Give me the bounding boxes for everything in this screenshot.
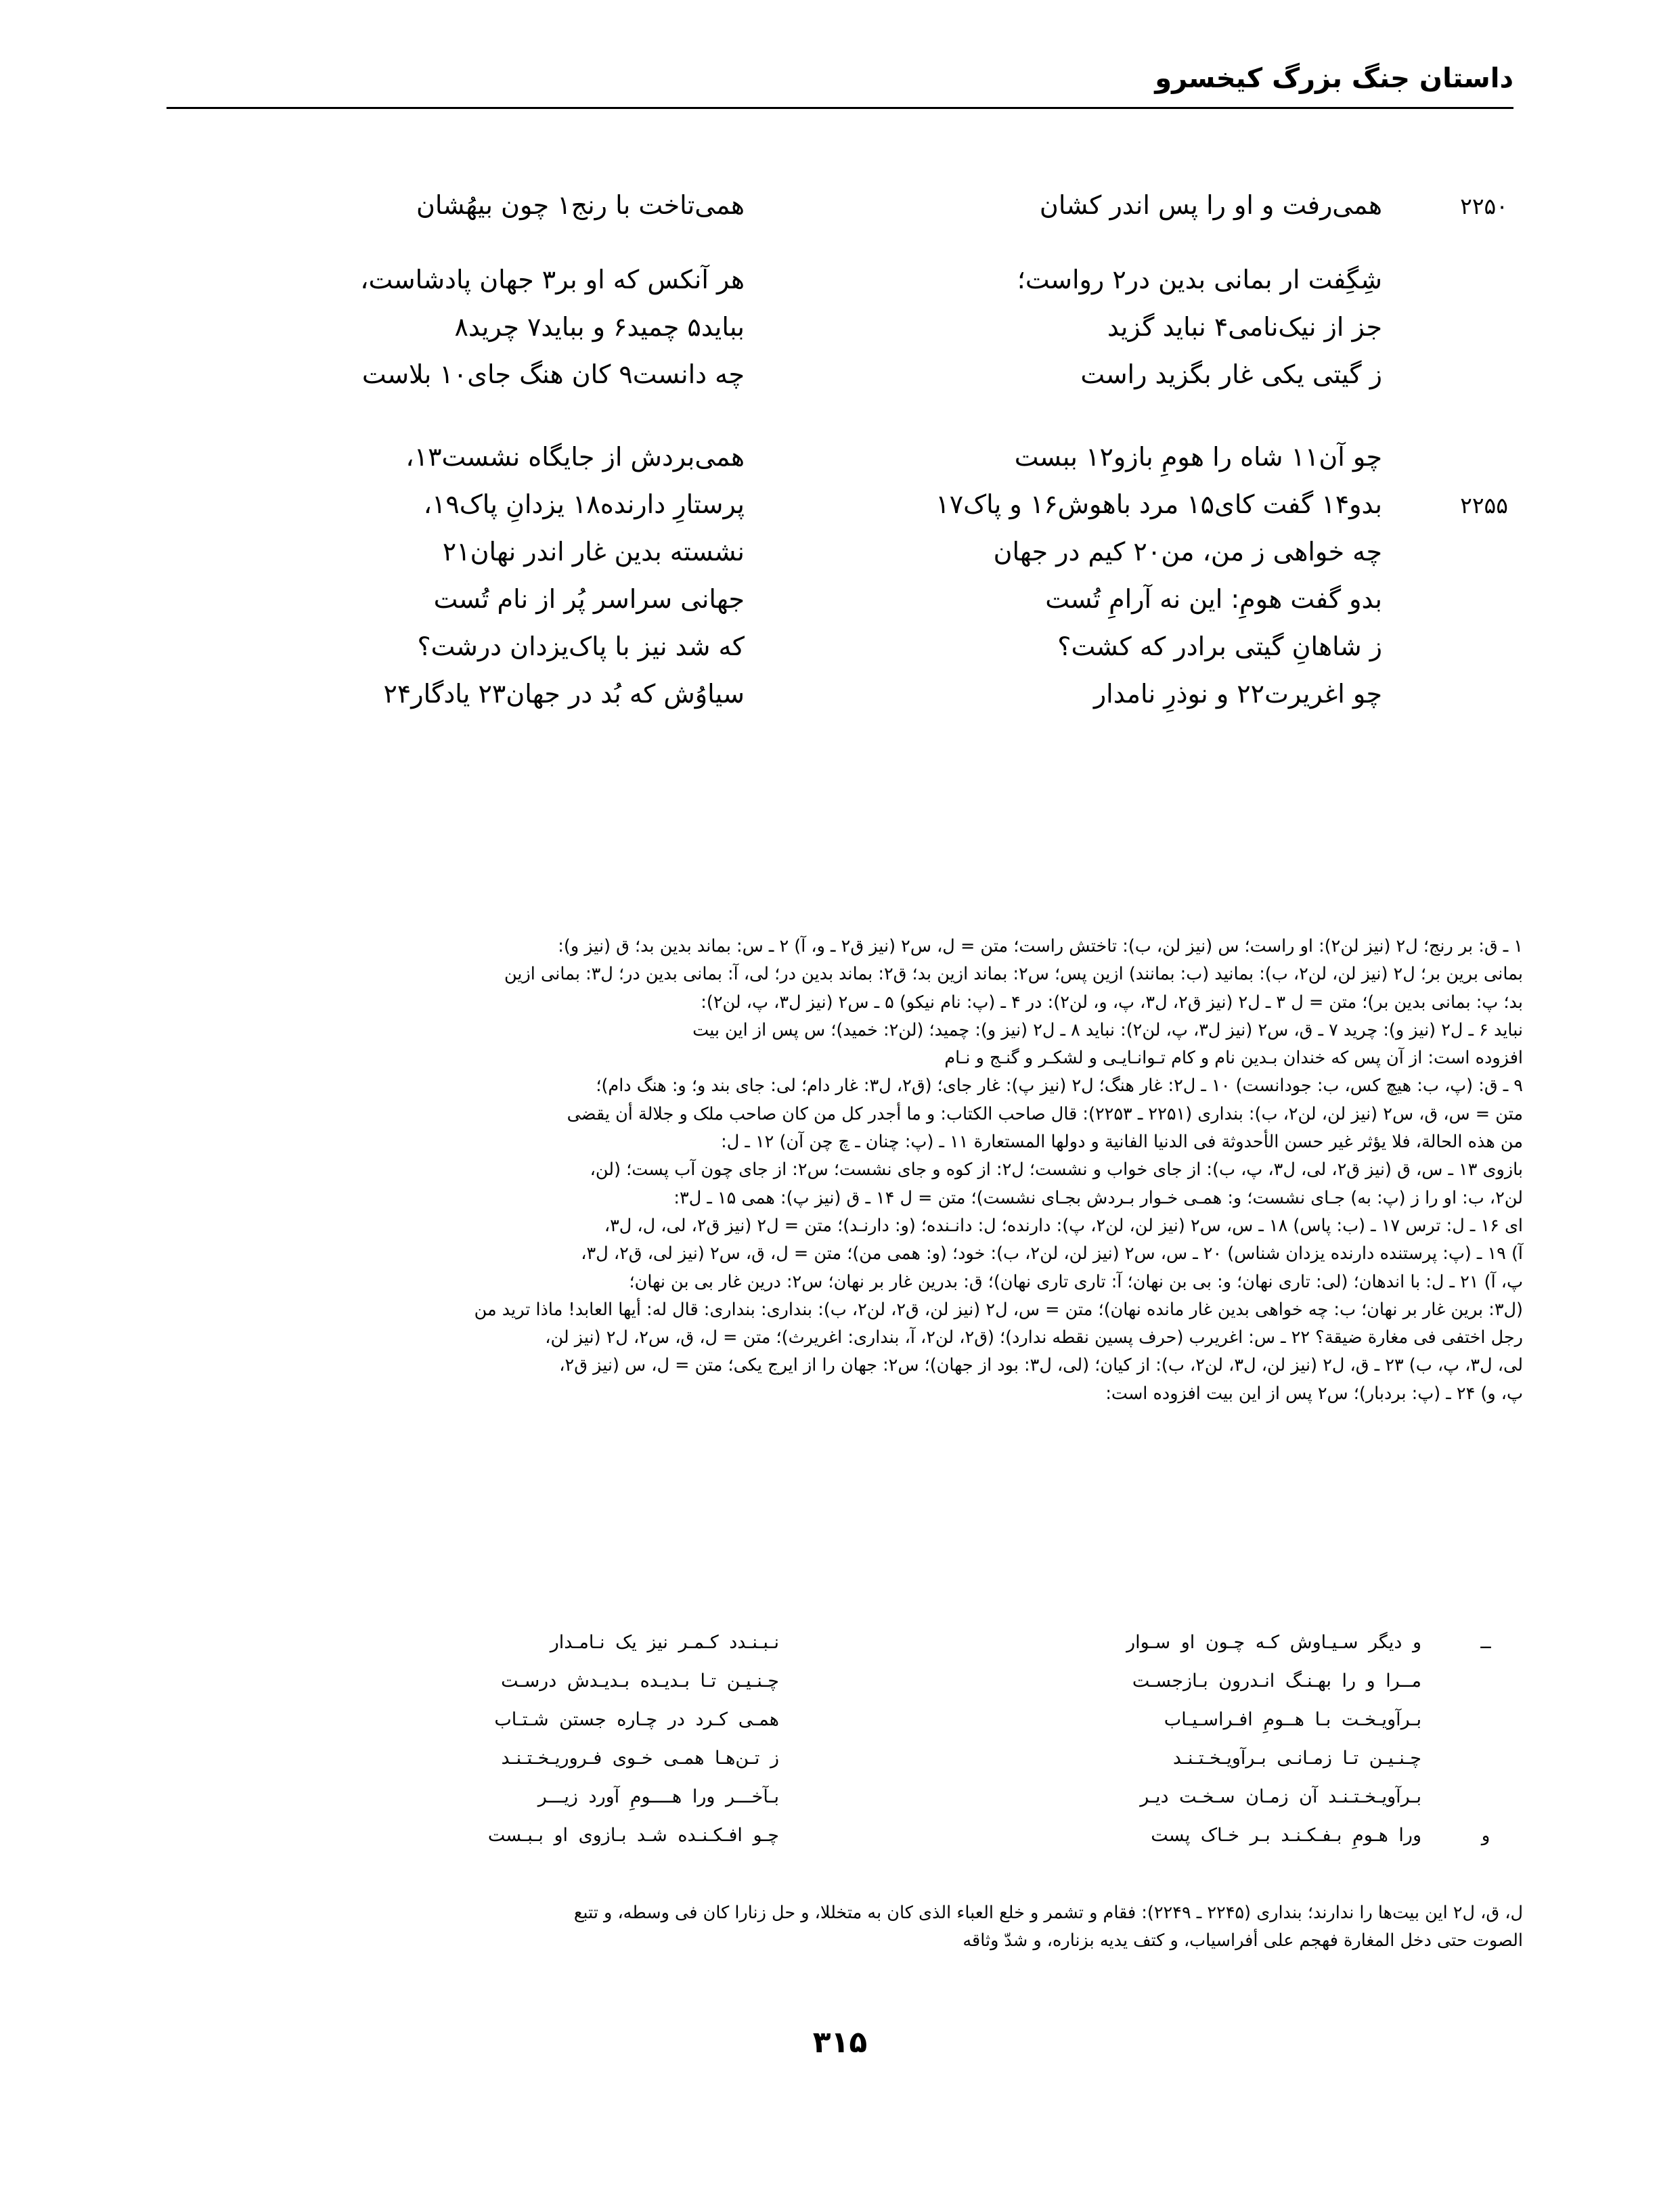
stanza-3: [167, 433, 1513, 717]
inserted-verse-line: [157, 1700, 1523, 1739]
hemistich-left: هر آنکس که او بر۳ جهان پادشاست،: [360, 265, 745, 294]
apparatus-line: بد؛ پ: بمانی بدین بر)؛ متن = ل ۳ ـ ل۲ (نیز ق۲، ل۳، پ، و، لن۲): در ۴ ـ (پ: نام نیکو) ۵ ـ س۲ (نیز ل۳، پ، لن۲):: [701, 992, 1523, 1013]
apparatus-line: (ل۳: برین غار بر نهان؛ ب: چه خواهی بدین غار مانده نهان)؛ متن = س، ل۲ (نیز لن، ق۲، لن۲، ب): بنداری: بنداری: قال له: أیها العابد! ماذا ترید من: [474, 1299, 1523, 1320]
header-divider-rule: [167, 107, 1513, 109]
verse-line: [167, 433, 1513, 481]
verse-line: [167, 623, 1513, 670]
apparatus-line: لی، ل۳، پ، ب) ۲۳ ـ ق، ل۲ (نیز لن، ل۳، لن۲، ب): از کیان؛ (لی، ل۳: بود از جهان)؛ س۲: جهان را از ایرج یکی؛ متن = ل، س (نیز ق۲،: [559, 1355, 1523, 1376]
running-head-block: [167, 62, 1513, 109]
hemistich-right: جز از نیک‌نامی۴ نباید گزید: [1107, 312, 1382, 342]
hemistich-left: جهانی سراسر پُر از نام تُست: [433, 584, 745, 614]
verse-line: [167, 303, 1513, 351]
hemistich-left: که شد نیز با پاک‌یزدان درشت؟: [417, 632, 745, 661]
inserted-hemistich-right: ورا هـومِ بـفـکـنـد بـر خـاک پست: [1151, 1825, 1421, 1846]
hemistich-left: چه دانست۹ کان هنگ جای۱۰ بلاست: [361, 359, 745, 389]
tail-note-line: ل، ق، ل۲ این بیت‌ها را ندارند؛ بنداری (۲۲۴۵ ـ ۲۲۴۹): فقام و تشمر و خلع العباء الذی کان به متخللا، و حل زنارا کان فی وسطه، و تتبع: [573, 1903, 1523, 1923]
inserted-hemistich-left: ز تـن‌هـا همـی خـوی فـروریـخـتـنـد: [501, 1748, 779, 1769]
tail-note-line-arabic: الصوت حتی دخل المغارة فهجم علی أفراسیاب، و کتف یدیه بزناره، و شدّ وثاقه: [963, 1930, 1523, 1951]
apparatus-line: متن = س، ق، س۲ (نیز لن، لن۲، ب): بنداری (۲۲۵۱ ـ ۲۲۵۳): قال صاحب الکتاب: و ما أجدر کل من کان صاحب ملک و جلالة أن یقضی: [567, 1103, 1523, 1124]
inserted-hemistich-right: بـرآویـخـتـنـد آن زمـان سـخـت دیـر: [1140, 1786, 1421, 1807]
hemistich-right: چو آن۱۱ شاه را هومِ بازو۱۲ ببست: [1014, 442, 1382, 472]
apparatus-line: بازوی ۱۳ ـ س، ق (نیز ق۲، لی، ل۳، پ، ب): از جای خواب و نشست؛ ل۲: از کوه و جای نشست؛ س۲: از جای چون آب پست؛ (لن،: [590, 1159, 1523, 1180]
verse-line: [167, 481, 1513, 528]
inserted-hemistich-right: مــرا و را بهـنـگ انـدرون بـازجسـت: [1132, 1671, 1421, 1692]
apparatus-line: نباید ۶ ـ ل۲ (نیز و): چرید ۷ ـ ق، س۲ (نیز ل۳، پ، لن۲): نباید ۸ ـ ل۲ (نیز و): چمید؛ (لن۲: خمید)؛ س پس از این بیت: [692, 1019, 1523, 1040]
verse-line: [167, 528, 1513, 575]
hemistich-right: ز گیتی یکی غار بگزید راست: [1080, 359, 1382, 389]
apparatus-line-arabic: رجل اختفی فی مغارة ضیقة؟ ۲۲ ـ س: اغریرب (حرف پسین نقطه ندارد)؛ (ق۲، لن۲، آ، بنداری: اغریرث)؛ متن = ل، ق، س۲، ل۲ (نیز لن،: [545, 1327, 1523, 1348]
hemistich-right: ز شاهانِ گیتی برادر که کشت؟: [1057, 632, 1382, 661]
page-number: ۳۱۵: [812, 2025, 868, 2060]
inserted-verse-line: [157, 1662, 1523, 1700]
inserted-hemistich-left: بـآخـــر ورا هــــومِ آورد زیـــر: [537, 1786, 779, 1807]
inserted-verse-line: [157, 1777, 1523, 1816]
stanza-2: [167, 256, 1513, 398]
hemistich-left: همی‌بردش از جایگاه نشست۱۳،: [405, 442, 745, 472]
apparatus-line: پ، و) ۲۴ ـ (پ: بردبار)؛ س۲ پس از این بیت افزوده است:: [1105, 1383, 1523, 1404]
inserted-hemistich-left: چـنـیـن تـا بـدیـده بـدیـدش درسـت: [501, 1671, 779, 1692]
inserted-variant-verses: [157, 1623, 1523, 1855]
apparatus-line-arabic: من هذه الحالة، فلا یؤثر غیر حسن الأحدوثة فی الدنیا الفانیة و دولها المستعارة ۱۱ ـ (پ: چنان ـ چ چن آن) ۱۲ ـ ل:: [721, 1132, 1523, 1153]
apparatus-line: لن۲، ب: او را ز (پ: به) جـای نشست؛ و: همـی خـوار بـردش بجـای نشست)؛ متن = ل ۱۴ ـ ق (نیز پ): همی ۱۵ ـ ل۳:: [673, 1187, 1523, 1208]
hemistich-right: همی‌رفت و او را پس اندر کشان: [1039, 190, 1382, 220]
hemistich-right: شِگِفت ار بمانی بدین در۲ رواست؛: [1017, 265, 1382, 294]
stanza-1: [167, 181, 1513, 229]
hemistich-right: بدو گفت هومِ: این نه آرامِ تُست: [1045, 584, 1382, 614]
apparatus-line: افزوده است: از آن پس که خندان بـدین نام و کام تـوانـایـی و لشکـر و گنـج و نـام: [944, 1048, 1523, 1069]
verse-line: [167, 351, 1513, 398]
apparatus-line: ۱ ـ ق: بر رنج؛ ل۲ (نیز لن۲): او راست؛ س (نیز لن، ب): تاختش راست؛ متن = ل، س۲ (نیز ق۲ ـ و، آ) ۲ ـ س: بماند بدین بد؛ ق (نیز و):: [558, 936, 1523, 956]
hemistich-right: چه خواهی ز من، من۲۰ کیم در جهان: [993, 537, 1382, 567]
verse-line: [167, 575, 1513, 623]
hemistich-left: بباید۵ چمید۶ و بباید۷ چرید۸: [454, 312, 745, 342]
inserted-verse-line: [157, 1623, 1523, 1662]
inserted-hemistich-right: بـرآویـخـت بـا هــومِ افـراسـیـاب: [1164, 1709, 1421, 1730]
inserted-verse-marker: و: [1481, 1826, 1490, 1846]
hemistich-left: پرستارِ دارنده۱۸ یزدانِ پاک۱۹،: [423, 489, 745, 519]
inserted-verse-line: [157, 1739, 1523, 1777]
closing-apparatus-note: [157, 1899, 1523, 1955]
hemistich-left: همی‌تاخت با رنج۱ چون بیهُشان: [416, 190, 745, 220]
verse-number: ۲۲۵۰: [1460, 193, 1508, 219]
hemistich-left: سیاوُش که بُد در جهان۲۳ یادگار۲۴: [383, 679, 745, 709]
inserted-hemistich-left: نـبـنـدد کـمـر نیز یک نـامـدار: [550, 1632, 779, 1653]
apparatus-line: آ) ۱۹ ـ (پ: پرستنده دارنده یزدان شناس) ۲۰ ـ س، س۲ (نیز لن، لن۲، ب): خود؛ (و: همی من)؛ متن = ل، ق، س۲ (نیز لی، ق۲، ل۳،: [581, 1243, 1523, 1264]
hemistich-right: چو اغریرت۲۲ و نوذرِ نامدار: [1093, 679, 1382, 709]
hemistich-left: نشسته بدین غار اندر نهان۲۱: [442, 537, 745, 567]
apparatus-line: ای ۱۶ ـ ل: ترس ۱۷ ـ (ب: پاس) ۱۸ ـ س، س۲ (نیز لن، لن۲، پ): دارنده؛ ل: دانـنده؛ (و: دارنـد)؛ متن = ل۲ (نیز ق۲، لی، ل، ل۳،: [604, 1215, 1523, 1236]
verse-number: ۲۲۵۵: [1460, 492, 1508, 518]
critical-apparatus: [157, 933, 1523, 1408]
verse-body: [167, 181, 1513, 717]
hemistich-right: بدو۱۴ گفت کای۱۵ مرد باهوش۱۶ و پاک۱۷: [935, 489, 1382, 519]
inserted-hemistich-right: و دیگر سـیـاوش کـه چـون او سـوار: [1126, 1632, 1421, 1653]
verse-line: [167, 256, 1513, 303]
verse-line: [167, 181, 1513, 229]
verse-line: [167, 670, 1513, 717]
inserted-verse-marker: ــ: [1480, 1633, 1491, 1653]
apparatus-line: پ، آ) ۲۱ ـ ل: با اندهان؛ (لی: تاری نهان؛ و: بی بن نهان؛ آ: تاری تاری نهان)؛ ق: بدرین غار بر نهان؛ س۲: درین غار بی بن نهان؛: [629, 1271, 1523, 1292]
inserted-hemistich-left: همـی کـرد در چـاره جستن شـتـاب: [494, 1709, 779, 1730]
inserted-hemistich-right: چـنـیـن تـا زمـانـی بـرآویـخـتـنـد: [1172, 1748, 1421, 1769]
running-head-title: داستان جنگ بزرگ کیخسرو: [1155, 63, 1513, 94]
apparatus-line: ۹ ـ ق: (پ، ب: هیچ کس، ب: جودانست) ۱۰ ـ ل۲: غار هنگ؛ ل۲ (نیز پ): غار جای؛ (ق۲، ل۳: غار دام؛ لی: جای بند و؛ و: هنگ دام)؛: [596, 1076, 1523, 1097]
apparatus-line: بمانی برین بر؛ ل۲ (نیز لن، لن۲، ب): بمانید (ب: بمانند) ازین پس؛ س۲: بماند ازین بد؛ ق۲: بماند بدین در؛ لی، آ: بمانی بدین در؛ ل۳: بمانی ازین: [504, 964, 1523, 985]
inserted-hemistich-left: چـو افـکـنـده شـد بـازوی او بـبـست: [487, 1825, 779, 1846]
inserted-verse-line: [157, 1816, 1523, 1855]
